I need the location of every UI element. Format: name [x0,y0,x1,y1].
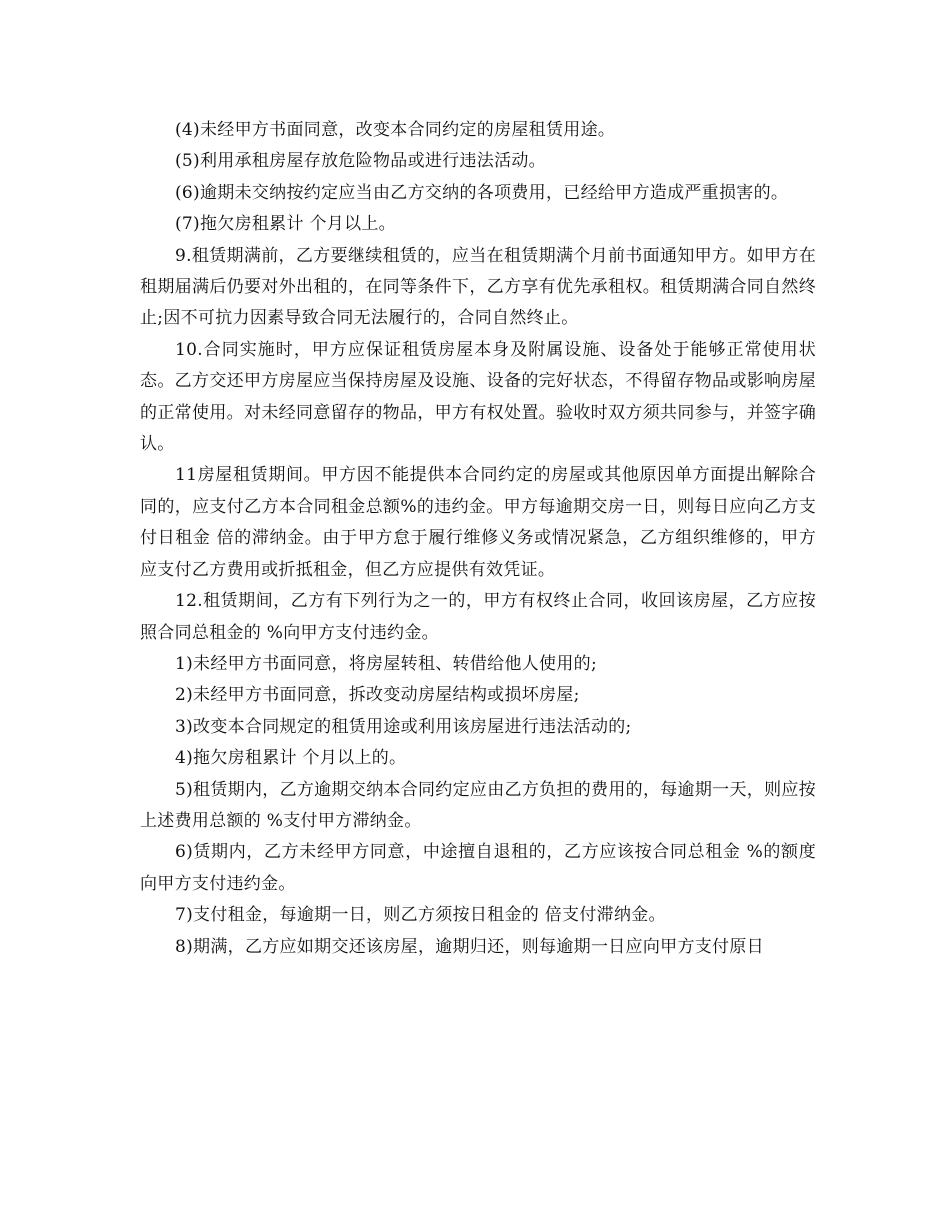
item-6-paragraph: 6)赁期内，乙方未经甲方同意，中途擅自退租的，乙方应该按合同总租金 %的额度向甲方支付违约金。 [140,842,816,894]
item-2-paragraph: 2)未经甲方书面同意，拆改变动房屋结构或损坏房屋; [175,685,580,706]
item-8-paragraph: 8)期满，乙方应如期交还该房屋，逾期归还，则每逾期一日应向甲方支付原日 [175,936,764,957]
article-11-paragraph: 11房屋租赁期间。甲方因不能提供本合同约定的房屋或其他原因单方面提出解除合同的，应支付乙方本合同租金总额%的违约金。甲方每逾期交房一日，则每日应向乙方支付日租金 倍的滞纳金。由于甲方怠于履行维修义务或情况紧急，乙方组织维修的，甲方应支付乙方费用或折抵租金，但乙方应提供有效凭证。 [140,465,816,580]
item-4-paragraph: 4)拖欠房租累计 个月以上的。 [175,748,407,769]
clause-7-paragraph: (7)拖欠房租累计 个月以上。 [175,214,396,235]
clause-6-paragraph: (6)逾期未交纳按约定应当由乙方交纳的各项费用，已经给甲方造成严重损害的。 [175,182,789,203]
article-10-paragraph: 10.合同实施时，甲方应保证租赁房屋本身及附属设施、设备处于能够正常使用状态。乙方交还甲方房屋应当保持房屋及设施、设备的完好状态，不得留存物品或影响房屋的正常使用。对未经同意留存的物品，甲方有权处置。验收时双方须共同参与，并签字确认。 [140,339,816,455]
item-7-paragraph: 7)支付租金，每逾期一日，则乙方须按日租金的 倍支付滞纳金。 [175,905,666,926]
item-1-paragraph: 1)未经甲方书面同意，将房屋转租、转借给他人使用的; [175,653,597,674]
clause-4-paragraph: (4)未经甲方书面同意，改变本合同约定的房屋租赁用途。 [175,120,616,140]
article-12-paragraph: 12.租赁期间，乙方有下列行为之一的，甲方有权终止合同，收回该房屋，乙方应按照合同总租金的 %向甲方支付违约金。 [140,591,816,643]
clause-5-paragraph: (5)利用承租房屋存放危险物品或进行违法活动。 [175,151,546,172]
item-5-paragraph: 5)租赁期内，乙方逾期交纳本合同约定应由乙方负担的费用的，每逾期一天，则应按上述费用总额的 %支付甲方滞纳金。 [140,779,816,831]
item-3-paragraph: 3)改变本合同规定的租赁用途或利用该房屋进行违法活动的; [175,716,632,737]
document-body [140,115,816,963]
article-9-paragraph: 9.租赁期满前，乙方要继续租赁的，应当在租赁期满个月前书面通知甲方。如甲方在租期届满后仍要对外出租的，在同等条件下，乙方享有优先承租权。租赁期满合同自然终止;因不可抗力因素导致合同无法履行的，合同自然终止。 [140,245,816,329]
